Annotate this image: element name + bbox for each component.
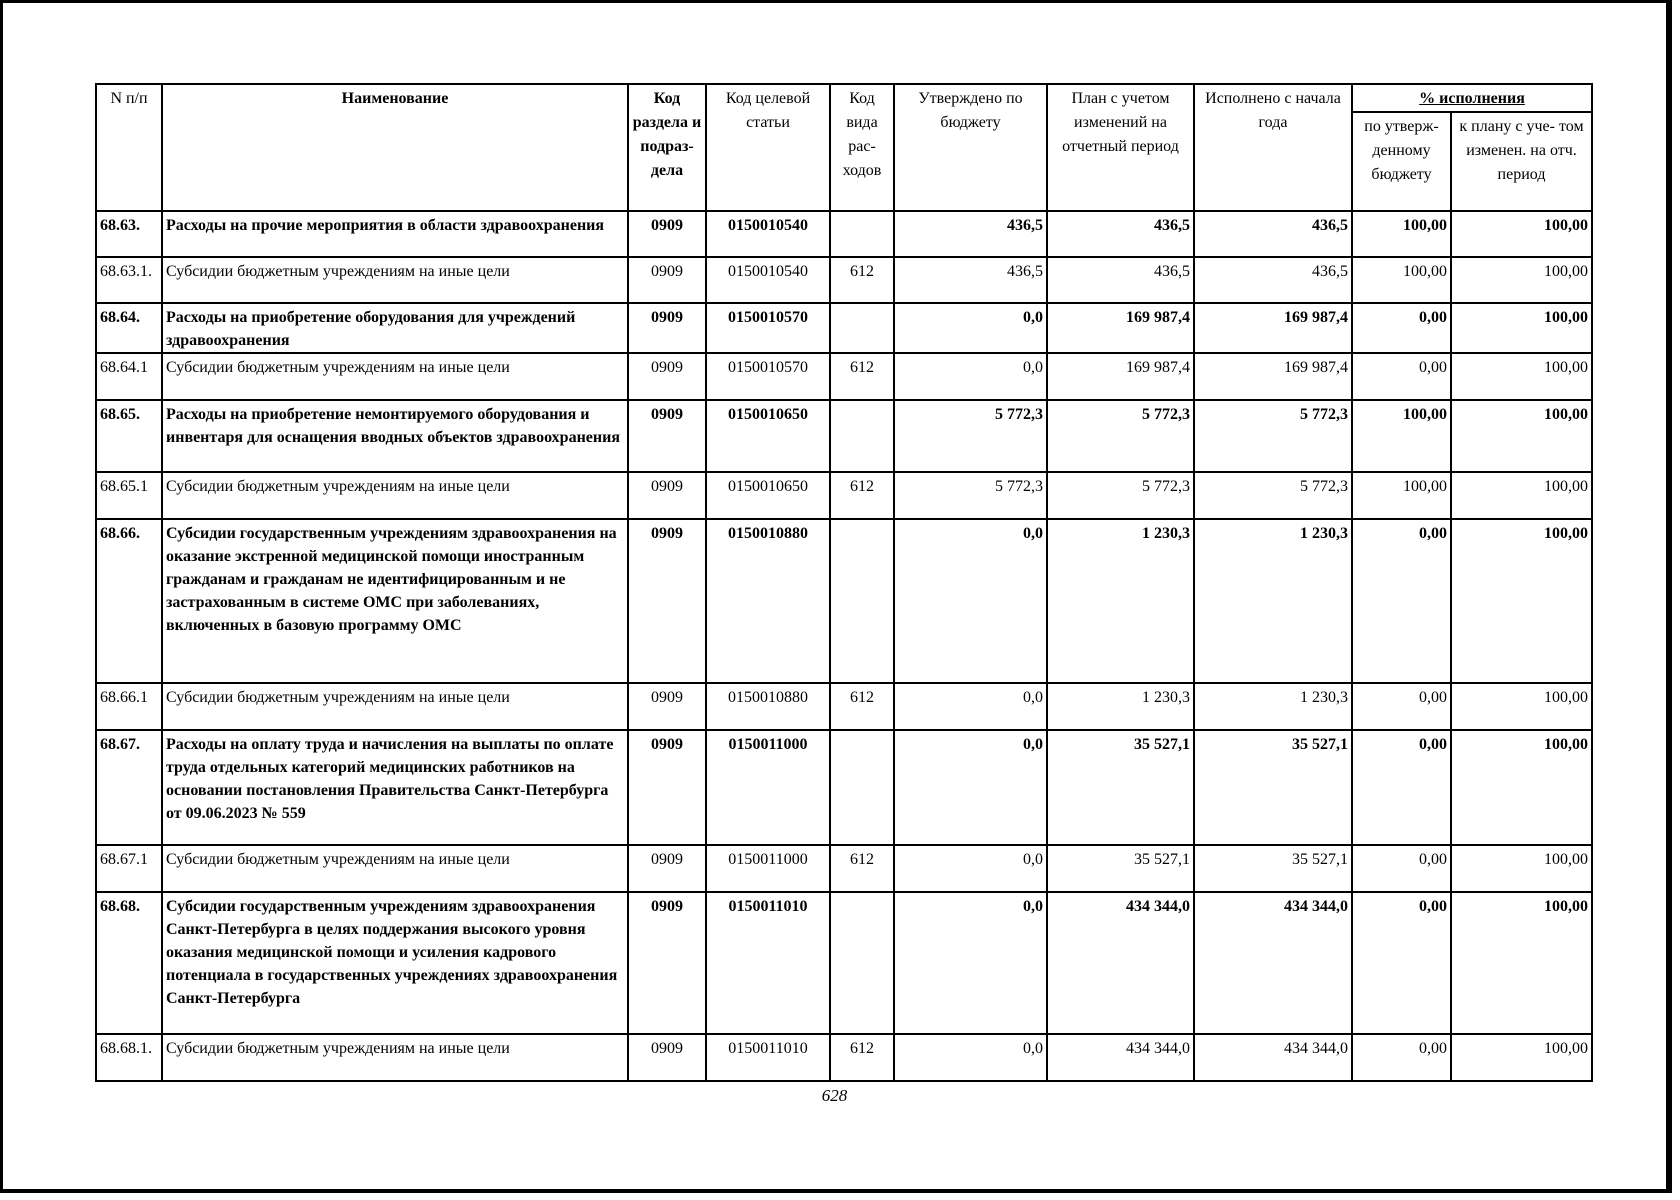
- row-plan: 436,5: [1047, 211, 1194, 257]
- row-number: 68.65.: [96, 400, 162, 472]
- row-section-code: 0909: [628, 519, 706, 683]
- table-row: [96, 1034, 1592, 1081]
- header-percent-budget: по утверж- денному бюджету: [1352, 112, 1451, 211]
- table-row: [96, 845, 1592, 892]
- row-kind-code: 612: [830, 257, 894, 303]
- row-name: Субсидии бюджетным учреждениям на иные цели: [162, 472, 628, 519]
- row-percent-plan: 100,00: [1451, 400, 1592, 472]
- row-percent-plan: 100,00: [1451, 730, 1592, 845]
- row-approved: 436,5: [894, 257, 1047, 303]
- row-executed: 5 772,3: [1194, 472, 1352, 519]
- row-name: Субсидии государственным учреждениям здравоохранения Санкт-Петербурга в целях поддержания высокого уровня оказания медицинской помощи и усиления кадрового потенциала в государственных учреждениях здравоохранения Санкт-Петербурга: [162, 892, 628, 1034]
- row-executed: 434 344,0: [1194, 892, 1352, 1034]
- row-plan: 1 230,3: [1047, 519, 1194, 683]
- row-approved: 0,0: [894, 303, 1047, 353]
- row-number: 68.68.1.: [96, 1034, 162, 1081]
- table-row: [96, 683, 1592, 730]
- row-percent-budget: 100,00: [1352, 257, 1451, 303]
- header-plan: План с учетом изменений на отчетный период: [1047, 84, 1194, 211]
- row-executed: 35 527,1: [1194, 730, 1352, 845]
- row-executed: 1 230,3: [1194, 683, 1352, 730]
- row-percent-plan: 100,00: [1451, 519, 1592, 683]
- row-approved: 0,0: [894, 730, 1047, 845]
- row-name: Расходы на оплату труда и начисления на выплаты по оплате труда отдельных категорий медицинских работников на основании постановления Правительства Санкт-Петербурга от 09.06.2023 № 559: [162, 730, 628, 845]
- row-approved: 0,0: [894, 845, 1047, 892]
- row-approved: 0,0: [894, 892, 1047, 1034]
- row-section-code: 0909: [628, 1034, 706, 1081]
- row-approved: 0,0: [894, 353, 1047, 400]
- row-percent-budget: 100,00: [1352, 472, 1451, 519]
- header-kind-code: Код вида рас- ходов: [830, 84, 894, 211]
- row-percent-plan: 100,00: [1451, 892, 1592, 1034]
- row-kind-code: [830, 400, 894, 472]
- row-approved: 5 772,3: [894, 472, 1047, 519]
- row-number: 68.66.1: [96, 683, 162, 730]
- row-kind-code: 612: [830, 683, 894, 730]
- page-number: 628: [821, 1086, 848, 1105]
- row-section-code: 0909: [628, 892, 706, 1034]
- row-plan: 35 527,1: [1047, 845, 1194, 892]
- row-number: 68.64.1: [96, 353, 162, 400]
- row-kind-code: [830, 303, 894, 353]
- header-section-code: Код раздела и подраз- дела: [628, 84, 706, 211]
- row-percent-budget: 0,00: [1352, 730, 1451, 845]
- row-number: 68.66.: [96, 519, 162, 683]
- row-approved: 0,0: [894, 683, 1047, 730]
- row-executed: 434 344,0: [1194, 1034, 1352, 1081]
- row-percent-budget: 0,00: [1352, 519, 1451, 683]
- row-plan: 35 527,1: [1047, 730, 1194, 845]
- row-executed: 1 230,3: [1194, 519, 1352, 683]
- row-percent-plan: 100,00: [1451, 257, 1592, 303]
- row-target-code: 0150010650: [706, 400, 830, 472]
- row-kind-code: [830, 892, 894, 1034]
- row-target-code: 0150010880: [706, 519, 830, 683]
- table-row: [96, 400, 1592, 472]
- row-percent-plan: 100,00: [1451, 472, 1592, 519]
- row-target-code: 0150011000: [706, 845, 830, 892]
- header-approved: Утверждено по бюджету: [894, 84, 1047, 211]
- row-target-code: 0150010540: [706, 257, 830, 303]
- table-row: [96, 303, 1592, 353]
- row-percent-budget: 0,00: [1352, 683, 1451, 730]
- row-name: Субсидии бюджетным учреждениям на иные цели: [162, 845, 628, 892]
- row-name: Субсидии бюджетным учреждениям на иные цели: [162, 683, 628, 730]
- row-target-code: 0150011010: [706, 1034, 830, 1081]
- row-target-code: 0150010570: [706, 303, 830, 353]
- row-section-code: 0909: [628, 845, 706, 892]
- row-approved: 436,5: [894, 211, 1047, 257]
- row-plan: 169 987,4: [1047, 353, 1194, 400]
- row-percent-plan: 100,00: [1451, 683, 1592, 730]
- row-percent-plan: 100,00: [1451, 845, 1592, 892]
- table-row: [96, 519, 1592, 683]
- row-number: 68.63.1.: [96, 257, 162, 303]
- row-section-code: 0909: [628, 472, 706, 519]
- row-name: Субсидии государственным учреждениям здравоохранения на оказание экстренной медицинской помощи иностранным гражданам и гражданам не идентифицированным и не застрахованным в системе ОМС при заболеваниях, включенных в базовую программу ОМС: [162, 519, 628, 683]
- table-row: [96, 211, 1592, 257]
- row-target-code: 0150011000: [706, 730, 830, 845]
- row-target-code: 0150010570: [706, 353, 830, 400]
- budget-execution-table: [95, 83, 1593, 1082]
- row-percent-plan: 100,00: [1451, 211, 1592, 257]
- header-percent-group: % исполнения: [1352, 84, 1592, 112]
- row-section-code: 0909: [628, 730, 706, 845]
- row-section-code: 0909: [628, 353, 706, 400]
- row-number: 68.67.: [96, 730, 162, 845]
- row-percent-budget: 0,00: [1352, 1034, 1451, 1081]
- row-section-code: 0909: [628, 683, 706, 730]
- row-percent-budget: 0,00: [1352, 353, 1451, 400]
- row-number: 68.68.: [96, 892, 162, 1034]
- row-approved: 5 772,3: [894, 400, 1047, 472]
- row-plan: 5 772,3: [1047, 472, 1194, 519]
- row-target-code: 0150010650: [706, 472, 830, 519]
- row-executed: 35 527,1: [1194, 845, 1352, 892]
- row-percent-budget: 100,00: [1352, 400, 1451, 472]
- row-percent-budget: 0,00: [1352, 303, 1451, 353]
- row-approved: 0,0: [894, 519, 1047, 683]
- row-plan: 1 230,3: [1047, 683, 1194, 730]
- row-percent-budget: 0,00: [1352, 892, 1451, 1034]
- row-number: 68.67.1: [96, 845, 162, 892]
- row-name: Расходы на приобретение оборудования для учреждений здравоохранения: [162, 303, 628, 353]
- row-plan: 436,5: [1047, 257, 1194, 303]
- row-percent-plan: 100,00: [1451, 353, 1592, 400]
- row-section-code: 0909: [628, 303, 706, 353]
- row-percent-budget: 100,00: [1352, 211, 1451, 257]
- row-plan: 5 772,3: [1047, 400, 1194, 472]
- row-name: Субсидии бюджетным учреждениям на иные цели: [162, 353, 628, 400]
- row-section-code: 0909: [628, 257, 706, 303]
- header-target-code: Код целевой статьи: [706, 84, 830, 211]
- row-section-code: 0909: [628, 211, 706, 257]
- row-plan: 434 344,0: [1047, 1034, 1194, 1081]
- row-plan: 434 344,0: [1047, 892, 1194, 1034]
- header-name: Наименование: [162, 84, 628, 211]
- row-kind-code: 612: [830, 353, 894, 400]
- row-approved: 0,0: [894, 1034, 1047, 1081]
- row-kind-code: [830, 519, 894, 683]
- row-executed: 436,5: [1194, 257, 1352, 303]
- row-section-code: 0909: [628, 400, 706, 472]
- header-num: N п/п: [96, 84, 162, 211]
- row-percent-budget: 0,00: [1352, 845, 1451, 892]
- table-row: [96, 892, 1592, 1034]
- row-target-code: 0150010880: [706, 683, 830, 730]
- row-kind-code: 612: [830, 1034, 894, 1081]
- row-kind-code: 612: [830, 472, 894, 519]
- row-percent-plan: 100,00: [1451, 303, 1592, 353]
- header-percent-plan: к плану с уче- том изменен. на отч. период: [1451, 112, 1592, 211]
- table-row: [96, 472, 1592, 519]
- row-plan: 169 987,4: [1047, 303, 1194, 353]
- row-name: Субсидии бюджетным учреждениям на иные цели: [162, 257, 628, 303]
- row-kind-code: 612: [830, 845, 894, 892]
- row-number: 68.63.: [96, 211, 162, 257]
- row-target-code: 0150010540: [706, 211, 830, 257]
- row-kind-code: [830, 730, 894, 845]
- row-percent-plan: 100,00: [1451, 1034, 1592, 1081]
- row-executed: 5 772,3: [1194, 400, 1352, 472]
- row-executed: 169 987,4: [1194, 303, 1352, 353]
- header-executed: Исполнено с начала года: [1194, 84, 1352, 211]
- row-number: 68.64.: [96, 303, 162, 353]
- table-row: [96, 353, 1592, 400]
- row-name: Субсидии бюджетным учреждениям на иные цели: [162, 1034, 628, 1081]
- row-executed: 169 987,4: [1194, 353, 1352, 400]
- row-number: 68.65.1: [96, 472, 162, 519]
- row-name: Расходы на приобретение немонтируемого оборудования и инвентаря для оснащения вводных объектов здравоохранения: [162, 400, 628, 472]
- table-row: [96, 730, 1592, 845]
- row-target-code: 0150011010: [706, 892, 830, 1034]
- row-name: Расходы на прочие мероприятия в области здравоохранения: [162, 211, 628, 257]
- row-executed: 436,5: [1194, 211, 1352, 257]
- row-kind-code: [830, 211, 894, 257]
- table-row: [96, 257, 1592, 303]
